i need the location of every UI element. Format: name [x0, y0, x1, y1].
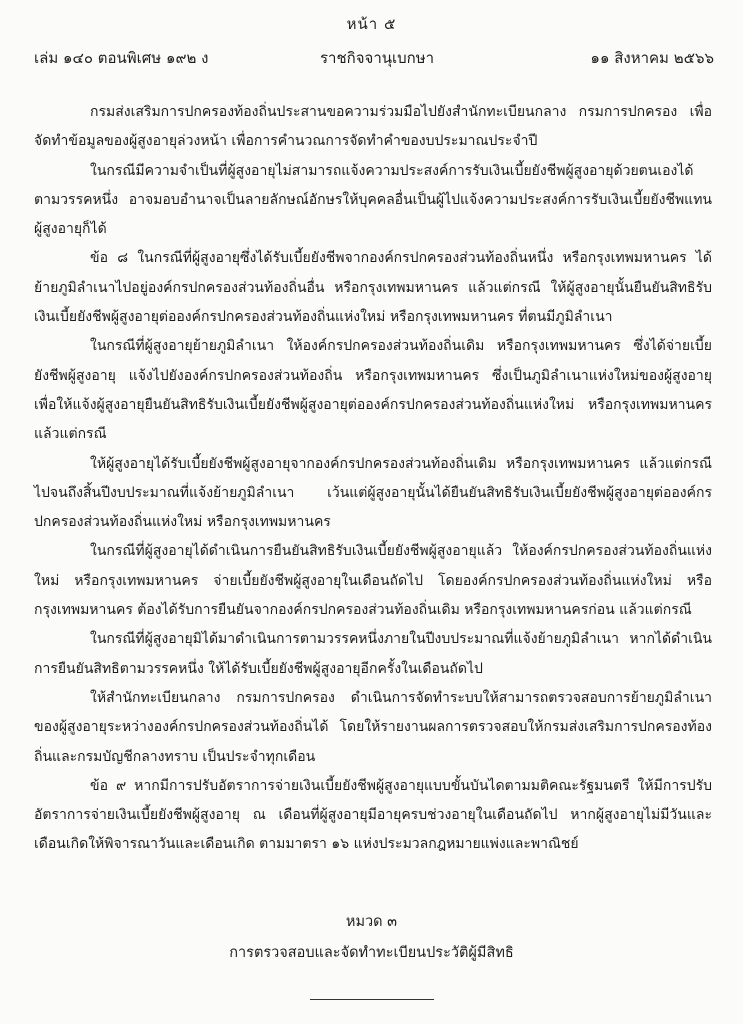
- publication-date: ๑๑ สิงหาคม ๒๕๖๖: [590, 49, 714, 67]
- section-heading: [0, 910, 743, 964]
- clause-9: ข้อ ๙ หากมีการปรับอัตราการจ่ายเงินเบี้ยยังชีพผู้สูงอายุแบบขั้นบันไดตามมติคณะรัฐมนตรี ให้มีการปรับอัตราการจ่ายเงินเบี้ยยังชีพผู้สูงอายุ ณ เดือนที่ผู้สูงอายุมีอายุครบช่วงอายุในเดือนถัดไป หากผู้สูงอายุไม่มีวันและเดือนเกิดให้พิจารณาวันและเดือนเกิด ตามมาตรา ๑๖ แห่งประมวลกฎหมายแพ่งและพาณิชย์: [34, 777, 712, 853]
- section-divider: [310, 999, 434, 1000]
- gazette-header: [34, 46, 714, 68]
- section-number: หมวด ๓: [345, 914, 398, 930]
- paragraph: กรมส่งเสริมการปกครองท้องถิ่นประสานขอความร่วมมือไปยังสำนักทะเบียนกลาง กรมการปกครอง เพื่อจัดทำข้อมูลของผู้สูงอายุล่วงหน้า เพื่อการคำนวณการจัดทำคำของบประมาณประจำปี: [34, 104, 712, 150]
- page-number: หน้า ๕: [346, 15, 397, 33]
- paragraph: ในกรณีที่ผู้สูงอายุได้ดำเนินการยืนยันสิทธิรับเงินเบี้ยยังชีพผู้สูงอายุแล้ว ให้องค์กรปกครองส่วนท้องถิ่นแห่งใหม่ หรือกรุงเทพมหานคร จ่ายเบี้ยยังชีพผู้สูงอายุในเดือนถัดไป โดยองค์กรปกครองส่วนท้องถิ่นแห่งใหม่ หรือกรุงเทพมหานคร ต้องได้รับการยืนยันจากองค์กรปกครองส่วนท้องถิ่นเดิม หรือกรุงเทพมหานครก่อน แล้วแต่กรณี: [34, 543, 712, 619]
- paragraph: ในกรณีที่ผู้สูงอายุย้ายภูมิลำเนา ให้องค์กรปกครองส่วนท้องถิ่นเดิม หรือกรุงเทพมหานคร ซึ่งได้จ่ายเบี้ยยังชีพผู้สูงอายุ แจ้งไปยังองค์กรปกครองส่วนท้องถิ่น หรือกรุงเทพมหานคร ซึ่งเป็นภูมิลำเนาแห่งใหม่ของผู้สูงอายุ เพื่อให้แจ้งผู้สูงอายุยืนยันสิทธิรับเงินเบี้ยยังชีพผู้สูงอายุต่อองค์กรปกครองส่วนท้องถิ่นแห่งใหม่ หรือกรุงเทพมหานคร แล้วแต่กรณี: [34, 338, 712, 443]
- journal-title: ราชกิจจานุเบกษา: [320, 49, 435, 67]
- clause-8: ข้อ ๘ ในกรณีที่ผู้สูงอายุซึ่งได้รับเบี้ยยังชีพจากองค์กรปกครองส่วนท้องถิ่นหนึ่ง หรือกรุงเทพมหานคร ได้ย้ายภูมิลำเนาไปอยู่องค์กรปกครองส่วนท้องถิ่นอื่น หรือกรุงเทพมหานคร แล้วแต่กรณี ให้ผู้สูงอายุนั้นยืนยันสิทธิรับเงินเบี้ยยังชีพผู้สูงอายุต่อองค์กรปกครองส่วนท้องถิ่นแห่งใหม่ หรือกรุงเทพมหานคร ที่ตนมีภูมิลำเนา: [34, 250, 712, 326]
- volume-issue: เล่ม ๑๔๐ ตอนพิเศษ ๑๙๒ ง: [34, 49, 209, 67]
- document-body: [34, 98, 712, 860]
- section-title: การตรวจสอบและจัดทำทะเบียนประวัติผู้มีสิทธิ: [229, 945, 514, 961]
- paragraph: ให้สำนักทะเบียนกลาง กรมการปกครอง ดำเนินการจัดทำระบบให้สามารถตรวจสอบการย้ายภูมิลำเนาของผู้สูงอายุระหว่างองค์กรปกครองส่วนท้องถิ่นได้ โดยให้รายงานผลการตรวจสอบให้กรมส่งเสริมการปกครองท้องถิ่นและกรมบัญชีกลางทราบ เป็นประจำทุกเดือน: [34, 689, 712, 765]
- paragraph: ในกรณีที่ผู้สูงอายุมิได้มาดำเนินการตามวรรคหนึ่งภายในปีงบประมาณที่แจ้งย้ายภูมิลำเนา หากได้ดำเนินการยืนยันสิทธิตามวรรคหนึ่ง ให้ได้รับเบี้ยยังชีพผู้สูงอายุอีกครั้งในเดือนถัดไป: [34, 631, 712, 677]
- paragraph: ให้ผู้สูงอายุได้รับเบี้ยยังชีพผู้สูงอายุจากองค์กรปกครองส่วนท้องถิ่นเดิม หรือกรุงเทพมหานคร แล้วแต่กรณี ไปจนถึงสิ้นปีงบประมาณที่แจ้งย้ายภูมิลำเนา เว้นแต่ผู้สูงอายุนั้นได้ยืนยันสิทธิรับเงินเบี้ยยังชีพผู้สูงอายุต่อองค์กรปกครองส่วนท้องถิ่นแห่งใหม่ หรือกรุงเทพมหานคร: [34, 455, 712, 531]
- paragraph: ในกรณีมีความจำเป็นที่ผู้สูงอายุไม่สามารถแจ้งความประสงค์การรับเงินเบี้ยยังชีพผู้สูงอายุด้วยตนเองได้ตามวรรคหนึ่ง อาจมอบอำนาจเป็นลายลักษณ์อักษรให้บุคคลอื่นเป็นผู้ไปแจ้งความประสงค์การรับเงินเบี้ยยังชีพแทนผู้สูงอายุก็ได้: [34, 162, 712, 238]
